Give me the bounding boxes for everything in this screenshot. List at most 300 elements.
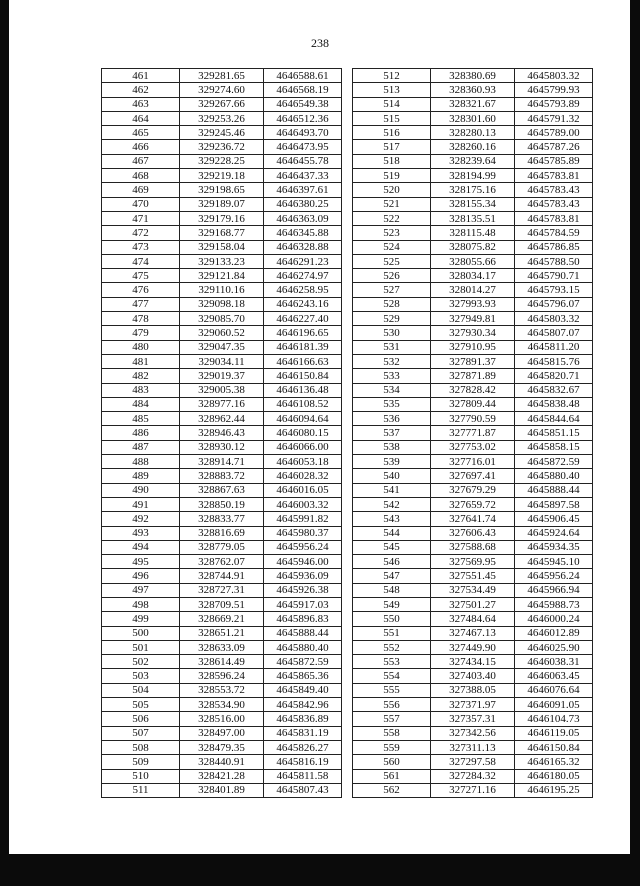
table-row xyxy=(102,769,342,783)
y-coordinate-cell: 4645790.71 xyxy=(515,269,593,283)
table-row xyxy=(353,326,593,340)
y-coordinate-cell: 4646363.09 xyxy=(264,211,342,225)
table-row xyxy=(353,655,593,669)
coordinates-table-right-body xyxy=(353,69,593,798)
x-coordinate-cell: 329253.26 xyxy=(180,111,264,125)
table-row xyxy=(353,683,593,697)
y-coordinate-cell: 4645945.10 xyxy=(515,555,593,569)
x-coordinate-cell: 327828.42 xyxy=(431,383,515,397)
table-row xyxy=(353,412,593,426)
y-coordinate-cell: 4645784.59 xyxy=(515,226,593,240)
x-coordinate-cell: 329281.65 xyxy=(180,69,264,83)
point-number-cell: 495 xyxy=(102,555,180,569)
y-coordinate-cell: 4646150.84 xyxy=(264,369,342,383)
y-coordinate-cell: 4646108.52 xyxy=(264,397,342,411)
table-row xyxy=(353,769,593,783)
y-coordinate-cell: 4645786.85 xyxy=(515,240,593,254)
table-row xyxy=(102,626,342,640)
point-number-cell: 538 xyxy=(353,440,431,454)
y-coordinate-cell: 4645793.15 xyxy=(515,283,593,297)
y-coordinate-cell: 4645799.93 xyxy=(515,83,593,97)
x-coordinate-cell: 329267.66 xyxy=(180,97,264,111)
table-row xyxy=(102,555,342,569)
y-coordinate-cell: 4646196.65 xyxy=(264,326,342,340)
point-number-cell: 478 xyxy=(102,312,180,326)
y-coordinate-cell: 4646166.63 xyxy=(264,354,342,368)
x-coordinate-cell: 329098.18 xyxy=(180,297,264,311)
y-coordinate-cell: 4646038.31 xyxy=(515,655,593,669)
x-coordinate-cell: 328596.24 xyxy=(180,669,264,683)
x-coordinate-cell: 327930.34 xyxy=(431,326,515,340)
y-coordinate-cell: 4645832.67 xyxy=(515,383,593,397)
point-number-cell: 549 xyxy=(353,597,431,611)
x-coordinate-cell: 329236.72 xyxy=(180,140,264,154)
y-coordinate-cell: 4645917.03 xyxy=(264,597,342,611)
point-number-cell: 477 xyxy=(102,297,180,311)
y-coordinate-cell: 4645787.26 xyxy=(515,140,593,154)
point-number-cell: 561 xyxy=(353,769,431,783)
y-coordinate-cell: 4645803.32 xyxy=(515,312,593,326)
table-row xyxy=(353,497,593,511)
y-coordinate-cell: 4646291.23 xyxy=(264,254,342,268)
y-coordinate-cell: 4645811.20 xyxy=(515,340,593,354)
table-row xyxy=(102,154,342,168)
point-number-cell: 493 xyxy=(102,526,180,540)
x-coordinate-cell: 328301.60 xyxy=(431,111,515,125)
table-row xyxy=(102,783,342,797)
table-row xyxy=(353,254,593,268)
scan-border-left xyxy=(0,0,9,886)
table-row xyxy=(353,597,593,611)
table-row xyxy=(353,383,593,397)
table-row xyxy=(353,669,593,683)
point-number-cell: 499 xyxy=(102,612,180,626)
point-number-cell: 500 xyxy=(102,626,180,640)
x-coordinate-cell: 329219.18 xyxy=(180,169,264,183)
table-row xyxy=(102,297,342,311)
y-coordinate-cell: 4645791.32 xyxy=(515,111,593,125)
y-coordinate-cell: 4645988.73 xyxy=(515,597,593,611)
x-coordinate-cell: 329274.60 xyxy=(180,83,264,97)
point-number-cell: 554 xyxy=(353,669,431,683)
point-number-cell: 473 xyxy=(102,240,180,254)
x-coordinate-cell: 328553.72 xyxy=(180,683,264,697)
y-coordinate-cell: 4645783.81 xyxy=(515,169,593,183)
x-coordinate-cell: 328155.34 xyxy=(431,197,515,211)
table-row xyxy=(102,211,342,225)
x-coordinate-cell: 328744.91 xyxy=(180,569,264,583)
y-coordinate-cell: 4646512.36 xyxy=(264,111,342,125)
point-number-cell: 516 xyxy=(353,126,431,140)
x-coordinate-cell: 327771.87 xyxy=(431,426,515,440)
x-coordinate-cell: 328833.77 xyxy=(180,512,264,526)
point-number-cell: 509 xyxy=(102,755,180,769)
point-number-cell: 471 xyxy=(102,211,180,225)
table-row xyxy=(353,540,593,554)
y-coordinate-cell: 4646028.32 xyxy=(264,469,342,483)
point-number-cell: 532 xyxy=(353,354,431,368)
table-row xyxy=(102,283,342,297)
table-row xyxy=(353,83,593,97)
point-number-cell: 481 xyxy=(102,354,180,368)
y-coordinate-cell: 4646091.05 xyxy=(515,698,593,712)
point-number-cell: 470 xyxy=(102,197,180,211)
point-number-cell: 542 xyxy=(353,497,431,511)
x-coordinate-cell: 329228.25 xyxy=(180,154,264,168)
point-number-cell: 498 xyxy=(102,597,180,611)
table-row xyxy=(353,97,593,111)
x-coordinate-cell: 328867.63 xyxy=(180,483,264,497)
y-coordinate-cell: 4645783.43 xyxy=(515,183,593,197)
point-number-cell: 555 xyxy=(353,683,431,697)
table-row xyxy=(102,269,342,283)
y-coordinate-cell: 4646328.88 xyxy=(264,240,342,254)
y-coordinate-cell: 4645816.19 xyxy=(264,755,342,769)
x-coordinate-cell: 328055.66 xyxy=(431,254,515,268)
point-number-cell: 491 xyxy=(102,497,180,511)
point-number-cell: 557 xyxy=(353,712,431,726)
y-coordinate-cell: 4646588.61 xyxy=(264,69,342,83)
table-row xyxy=(102,69,342,83)
y-coordinate-cell: 4645880.40 xyxy=(515,469,593,483)
point-number-cell: 537 xyxy=(353,426,431,440)
point-number-cell: 508 xyxy=(102,740,180,754)
point-number-cell: 536 xyxy=(353,412,431,426)
y-coordinate-cell: 4646473.95 xyxy=(264,140,342,154)
table-row xyxy=(102,483,342,497)
point-number-cell: 512 xyxy=(353,69,431,83)
table-row xyxy=(353,312,593,326)
y-coordinate-cell: 4646568.19 xyxy=(264,83,342,97)
x-coordinate-cell: 329168.77 xyxy=(180,226,264,240)
x-coordinate-cell: 328321.67 xyxy=(431,97,515,111)
point-number-cell: 479 xyxy=(102,326,180,340)
x-coordinate-cell: 329198.65 xyxy=(180,183,264,197)
y-coordinate-cell: 4646066.00 xyxy=(264,440,342,454)
table-row xyxy=(102,111,342,125)
table-row xyxy=(353,169,593,183)
x-coordinate-cell: 328816.69 xyxy=(180,526,264,540)
y-coordinate-cell: 4645826.27 xyxy=(264,740,342,754)
x-coordinate-cell: 328762.07 xyxy=(180,555,264,569)
x-coordinate-cell: 328914.71 xyxy=(180,455,264,469)
point-number-cell: 513 xyxy=(353,83,431,97)
point-number-cell: 514 xyxy=(353,97,431,111)
table-row xyxy=(102,640,342,654)
point-number-cell: 533 xyxy=(353,369,431,383)
x-coordinate-cell: 328709.51 xyxy=(180,597,264,611)
y-coordinate-cell: 4645849.40 xyxy=(264,683,342,697)
point-number-cell: 525 xyxy=(353,254,431,268)
table-row xyxy=(353,698,593,712)
point-number-cell: 505 xyxy=(102,698,180,712)
table-row xyxy=(102,540,342,554)
point-number-cell: 474 xyxy=(102,254,180,268)
point-number-cell: 544 xyxy=(353,526,431,540)
y-coordinate-cell: 4645906.45 xyxy=(515,512,593,526)
y-coordinate-cell: 4646345.88 xyxy=(264,226,342,240)
table-row xyxy=(353,583,593,597)
table-row xyxy=(102,126,342,140)
point-number-cell: 466 xyxy=(102,140,180,154)
point-number-cell: 558 xyxy=(353,726,431,740)
table-row xyxy=(102,755,342,769)
point-number-cell: 520 xyxy=(353,183,431,197)
x-coordinate-cell: 328175.16 xyxy=(431,183,515,197)
table-row xyxy=(102,254,342,268)
point-number-cell: 461 xyxy=(102,69,180,83)
point-number-cell: 553 xyxy=(353,655,431,669)
x-coordinate-cell: 327697.41 xyxy=(431,469,515,483)
point-number-cell: 526 xyxy=(353,269,431,283)
table-row xyxy=(102,683,342,697)
point-number-cell: 464 xyxy=(102,111,180,125)
x-coordinate-cell: 329133.23 xyxy=(180,254,264,268)
y-coordinate-cell: 4645897.58 xyxy=(515,497,593,511)
y-coordinate-cell: 4645838.48 xyxy=(515,397,593,411)
point-number-cell: 507 xyxy=(102,726,180,740)
table-row xyxy=(353,440,593,454)
y-coordinate-cell: 4645789.00 xyxy=(515,126,593,140)
x-coordinate-cell: 329121.84 xyxy=(180,269,264,283)
x-coordinate-cell: 328034.17 xyxy=(431,269,515,283)
point-number-cell: 523 xyxy=(353,226,431,240)
x-coordinate-cell: 328497.00 xyxy=(180,726,264,740)
x-coordinate-cell: 328014.27 xyxy=(431,283,515,297)
coordinates-table-left xyxy=(101,68,342,798)
x-coordinate-cell: 329019.37 xyxy=(180,369,264,383)
x-coordinate-cell: 327403.40 xyxy=(431,669,515,683)
point-number-cell: 546 xyxy=(353,555,431,569)
y-coordinate-cell: 4645783.43 xyxy=(515,197,593,211)
point-number-cell: 496 xyxy=(102,569,180,583)
y-coordinate-cell: 4645980.37 xyxy=(264,526,342,540)
x-coordinate-cell: 327891.37 xyxy=(431,354,515,368)
point-number-cell: 515 xyxy=(353,111,431,125)
y-coordinate-cell: 4645991.82 xyxy=(264,512,342,526)
table-row xyxy=(353,269,593,283)
x-coordinate-cell: 329047.35 xyxy=(180,340,264,354)
x-coordinate-cell: 327271.16 xyxy=(431,783,515,797)
point-number-cell: 483 xyxy=(102,383,180,397)
x-coordinate-cell: 327949.81 xyxy=(431,312,515,326)
coordinates-table-left-body xyxy=(102,69,342,798)
y-coordinate-cell: 4646380.25 xyxy=(264,197,342,211)
y-coordinate-cell: 4645896.83 xyxy=(264,612,342,626)
y-coordinate-cell: 4645872.59 xyxy=(515,455,593,469)
point-number-cell: 517 xyxy=(353,140,431,154)
x-coordinate-cell: 328977.16 xyxy=(180,397,264,411)
y-coordinate-cell: 4645820.71 xyxy=(515,369,593,383)
y-coordinate-cell: 4645956.24 xyxy=(264,540,342,554)
point-number-cell: 510 xyxy=(102,769,180,783)
table-row xyxy=(353,354,593,368)
y-coordinate-cell: 4645888.44 xyxy=(264,626,342,640)
table-row xyxy=(102,726,342,740)
point-number-cell: 519 xyxy=(353,169,431,183)
x-coordinate-cell: 327753.02 xyxy=(431,440,515,454)
y-coordinate-cell: 4645934.35 xyxy=(515,540,593,554)
y-coordinate-cell: 4646053.18 xyxy=(264,455,342,469)
point-number-cell: 529 xyxy=(353,312,431,326)
table-row xyxy=(102,612,342,626)
point-number-cell: 524 xyxy=(353,240,431,254)
point-number-cell: 465 xyxy=(102,126,180,140)
y-coordinate-cell: 4646180.05 xyxy=(515,769,593,783)
table-row xyxy=(353,283,593,297)
y-coordinate-cell: 4645858.15 xyxy=(515,440,593,454)
x-coordinate-cell: 328534.90 xyxy=(180,698,264,712)
x-coordinate-cell: 327449.90 xyxy=(431,640,515,654)
point-number-cell: 551 xyxy=(353,626,431,640)
table-row xyxy=(102,497,342,511)
y-coordinate-cell: 4645924.64 xyxy=(515,526,593,540)
y-coordinate-cell: 4646274.97 xyxy=(264,269,342,283)
table-row xyxy=(353,755,593,769)
x-coordinate-cell: 327371.97 xyxy=(431,698,515,712)
point-number-cell: 467 xyxy=(102,154,180,168)
point-number-cell: 545 xyxy=(353,540,431,554)
point-number-cell: 487 xyxy=(102,440,180,454)
point-number-cell: 540 xyxy=(353,469,431,483)
table-row xyxy=(102,569,342,583)
table-row xyxy=(353,297,593,311)
x-coordinate-cell: 327551.45 xyxy=(431,569,515,583)
x-coordinate-cell: 327809.44 xyxy=(431,397,515,411)
table-row xyxy=(353,626,593,640)
table-row xyxy=(353,240,593,254)
x-coordinate-cell: 329245.46 xyxy=(180,126,264,140)
y-coordinate-cell: 4645936.09 xyxy=(264,569,342,583)
y-coordinate-cell: 4645793.89 xyxy=(515,97,593,111)
y-coordinate-cell: 4646104.73 xyxy=(515,712,593,726)
table-row xyxy=(353,397,593,411)
table-row xyxy=(353,426,593,440)
x-coordinate-cell: 327484.64 xyxy=(431,612,515,626)
x-coordinate-cell: 327467.13 xyxy=(431,626,515,640)
y-coordinate-cell: 4645865.36 xyxy=(264,669,342,683)
y-coordinate-cell: 4645851.15 xyxy=(515,426,593,440)
y-coordinate-cell: 4646549.38 xyxy=(264,97,342,111)
x-coordinate-cell: 328651.21 xyxy=(180,626,264,640)
point-number-cell: 490 xyxy=(102,483,180,497)
table-row xyxy=(353,154,593,168)
table-row xyxy=(102,469,342,483)
point-number-cell: 530 xyxy=(353,326,431,340)
point-number-cell: 480 xyxy=(102,340,180,354)
point-number-cell: 497 xyxy=(102,583,180,597)
scan-border-bottom xyxy=(0,854,640,886)
coordinates-table-right xyxy=(352,68,593,798)
point-number-cell: 527 xyxy=(353,283,431,297)
point-number-cell: 521 xyxy=(353,197,431,211)
x-coordinate-cell: 327342.56 xyxy=(431,726,515,740)
x-coordinate-cell: 327641.74 xyxy=(431,512,515,526)
table-row xyxy=(102,597,342,611)
table-row xyxy=(102,312,342,326)
y-coordinate-cell: 4646258.95 xyxy=(264,283,342,297)
point-number-cell: 462 xyxy=(102,83,180,97)
point-number-cell: 511 xyxy=(102,783,180,797)
point-number-cell: 543 xyxy=(353,512,431,526)
x-coordinate-cell: 327790.59 xyxy=(431,412,515,426)
x-coordinate-cell: 328516.00 xyxy=(180,712,264,726)
y-coordinate-cell: 4645836.89 xyxy=(264,712,342,726)
x-coordinate-cell: 329158.04 xyxy=(180,240,264,254)
table-row xyxy=(102,197,342,211)
table-row xyxy=(353,569,593,583)
table-row xyxy=(353,640,593,654)
x-coordinate-cell: 328440.91 xyxy=(180,755,264,769)
y-coordinate-cell: 4645831.19 xyxy=(264,726,342,740)
table-row xyxy=(353,183,593,197)
table-row xyxy=(102,240,342,254)
y-coordinate-cell: 4645796.07 xyxy=(515,297,593,311)
x-coordinate-cell: 328633.09 xyxy=(180,640,264,654)
y-coordinate-cell: 4646150.84 xyxy=(515,740,593,754)
x-coordinate-cell: 328135.51 xyxy=(431,211,515,225)
x-coordinate-cell: 328727.31 xyxy=(180,583,264,597)
y-coordinate-cell: 4645844.64 xyxy=(515,412,593,426)
x-coordinate-cell: 329179.16 xyxy=(180,211,264,225)
y-coordinate-cell: 4646076.64 xyxy=(515,683,593,697)
y-coordinate-cell: 4645956.24 xyxy=(515,569,593,583)
y-coordinate-cell: 4646493.70 xyxy=(264,126,342,140)
y-coordinate-cell: 4646165.32 xyxy=(515,755,593,769)
point-number-cell: 528 xyxy=(353,297,431,311)
point-number-cell: 463 xyxy=(102,97,180,111)
table-row xyxy=(102,169,342,183)
table-row xyxy=(353,740,593,754)
table-row xyxy=(353,140,593,154)
x-coordinate-cell: 327311.13 xyxy=(431,740,515,754)
x-coordinate-cell: 327588.68 xyxy=(431,540,515,554)
table-row xyxy=(102,83,342,97)
point-number-cell: 504 xyxy=(102,683,180,697)
x-coordinate-cell: 327606.43 xyxy=(431,526,515,540)
point-number-cell: 501 xyxy=(102,640,180,654)
point-number-cell: 472 xyxy=(102,226,180,240)
point-number-cell: 486 xyxy=(102,426,180,440)
x-coordinate-cell: 329110.16 xyxy=(180,283,264,297)
x-coordinate-cell: 328239.64 xyxy=(431,154,515,168)
x-coordinate-cell: 328850.19 xyxy=(180,497,264,511)
point-number-cell: 535 xyxy=(353,397,431,411)
y-coordinate-cell: 4646136.48 xyxy=(264,383,342,397)
point-number-cell: 503 xyxy=(102,669,180,683)
x-coordinate-cell: 328075.82 xyxy=(431,240,515,254)
table-row xyxy=(353,69,593,83)
x-coordinate-cell: 328479.35 xyxy=(180,740,264,754)
y-coordinate-cell: 4646003.32 xyxy=(264,497,342,511)
y-coordinate-cell: 4645783.81 xyxy=(515,211,593,225)
table-row xyxy=(353,455,593,469)
x-coordinate-cell: 329189.07 xyxy=(180,197,264,211)
y-coordinate-cell: 4645926.38 xyxy=(264,583,342,597)
point-number-cell: 547 xyxy=(353,569,431,583)
table-row xyxy=(102,712,342,726)
point-number-cell: 560 xyxy=(353,755,431,769)
y-coordinate-cell: 4646025.90 xyxy=(515,640,593,654)
point-number-cell: 541 xyxy=(353,483,431,497)
table-row xyxy=(353,712,593,726)
y-coordinate-cell: 4646437.33 xyxy=(264,169,342,183)
scan-border-right xyxy=(630,0,640,886)
y-coordinate-cell: 4645811.58 xyxy=(264,769,342,783)
table-row xyxy=(353,483,593,497)
point-number-cell: 550 xyxy=(353,612,431,626)
y-coordinate-cell: 4646181.39 xyxy=(264,340,342,354)
